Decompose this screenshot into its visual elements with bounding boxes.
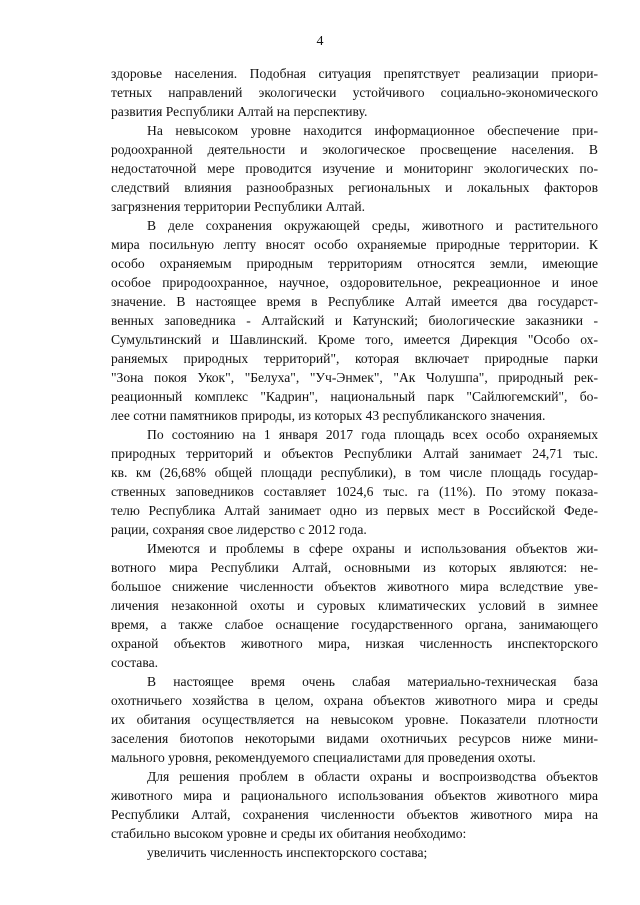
text-line: кв. км (26,68% общей площади республики), в том числе площадь государ- [111,465,598,480]
text-line: охраной объектов животного мира, низкая численность инспекторского [111,636,598,651]
text-line: По состоянию на 1 января 2017 года площадь всех особо охраняемых [147,427,598,442]
text-line: следствий влияния разнообразных региональных и локальных факторов [111,180,598,195]
text-line: родоохранной деятельности и экологическое просвещение населения. В [111,142,598,157]
text-line: состава. [111,655,159,670]
text-line: личения незаконной охоты и суровых климатических условий в зимнее [111,598,598,613]
text-line: увеличить численность инспекторского состава; [147,845,428,860]
text-line: раняемых природных территорий", которая включает природные парки [111,351,598,366]
text-line: мального уровня, рекомендуемого специалистами для проведения охоты. [111,750,536,765]
text-line: большое снижение численности объектов животного мира вследствие уве- [111,579,598,594]
text-line: На невысоком уровне находится информационное обеспечение при- [147,123,598,138]
text-line: особое природоохранное, научное, оздоровительное, рекреационное и иное [111,275,598,290]
text-line: лее сотни памятников природы, из которых 43 республиканского значения. [111,408,546,423]
text-line: В деле сохранения окружающей среды, животного и растительного [147,218,598,233]
text-line: Для решения проблем в области охраны и воспроизводства объектов [147,769,598,784]
text-line: загрязнения территории Республики Алтай. [111,199,366,214]
text-line: В настоящее время очень слабая материально-техническая база [147,674,598,689]
text-line: Республики Алтай, сохранения численности объектов животного мира на [111,807,598,822]
text-line: вотного мира Республики Алтай, основными из которых являются: не- [111,560,598,575]
text-line: охотничьего хозяйства в целом, охрана объектов животного мира и среды [111,693,598,708]
text-line: телю Республика Алтай занимает одно из первых мест в Российской Феде- [111,503,598,518]
text-line: значение. В настоящее время в Республике Алтай имеется два государст- [111,294,598,309]
text-line: заселения биотопов некоторыми видами охотничьих ресурсов ниже мини- [111,731,598,746]
text-line: Имеются и проблемы в сфере охраны и использования объектов жи- [147,541,598,556]
text-line: Сумультинский и Шавлинский. Кроме того, имеется Дирекция "Особо ох- [111,332,598,347]
text-line: развития Республики Алтай на перспективу. [111,104,368,119]
text-line: природных территорий и объектов Республики Алтай занимает 24,71 тыс. [111,446,598,461]
body-text [111,64,598,862]
text-line: стабильно высоком уровне и среды их обитания необходимо: [111,826,467,841]
text-line: особо охраняемым природным территориям относятся земли, имеющие [111,256,598,271]
paragraph [111,425,598,539]
paragraph [111,672,598,767]
paragraph [111,843,598,862]
paragraph [111,216,598,425]
text-line: рации, сохраняя свое лидерство с 2012 года. [111,522,367,537]
text-line: венных заповедника - Алтайский и Катунский; биологические заказники - [111,313,598,328]
text-line: реационный комплекс "Кадрин", национальный парк "Сайлюгемский", бо- [111,389,598,404]
paragraph [111,64,598,121]
text-line: тетных направлений экологически устойчивого социально-экономического [111,85,598,100]
text-line: животного мира и рационального использования объектов животного мира [111,788,598,803]
text-line: время, а также слабое оснащение государственного органа, занимающего [111,617,598,632]
text-line: недостаточной мере проводится изучение и мониторинг экологических по- [111,161,598,176]
text-line: их обитания осуществляется на невысоком уровне. Показатели плотности [111,712,598,727]
page-number: 4 [316,34,324,49]
paragraph [111,767,598,843]
paragraph [111,121,598,216]
text-line: "Зона покоя Укок", "Белуха", "Уч-Энмек", "Ак Чолушпа", природный рек- [111,370,598,385]
text-line: здоровье населения. Подобная ситуация препятствует реализации приори- [111,66,598,81]
text-line: ственных заповедников составляет 1024,6 тыс. га (11%). По этому показа- [111,484,598,499]
paragraph [111,539,598,672]
text-line: мира посильную лепту вносят особо охраняемые природные территории. К [111,237,598,252]
